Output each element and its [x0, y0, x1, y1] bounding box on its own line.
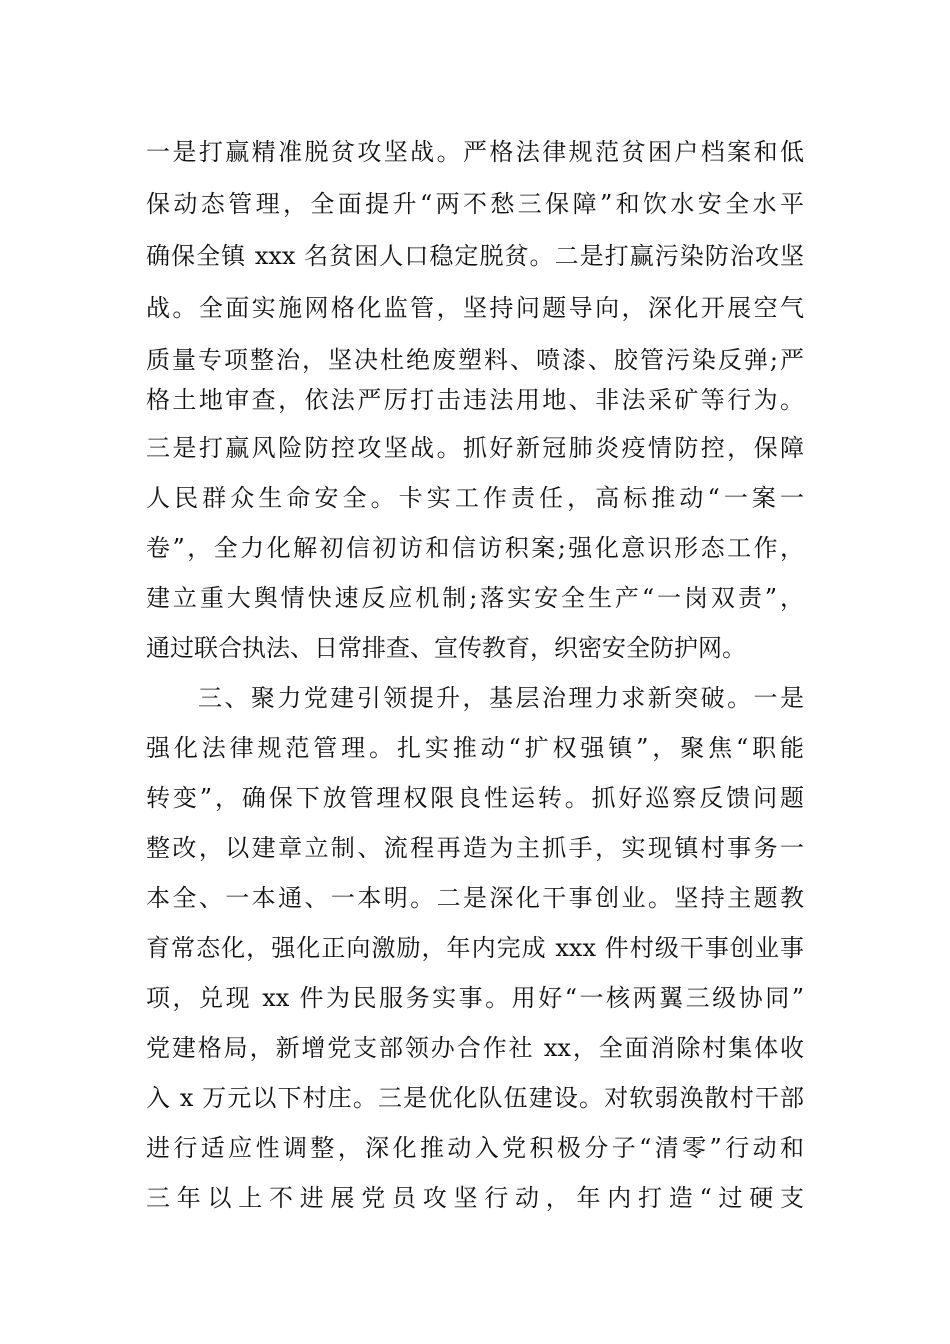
text-line: 三是打赢风险防控攻坚战。抓好新冠肺炎疫情防控，保障 [146, 434, 804, 462]
text-line: 建立重大舆情快速反应机制;落实安全生产“一岗双责”， [146, 584, 804, 612]
text-line: 三年以上不进展党员攻坚行动，年内打造“过硬支 [146, 1184, 804, 1212]
text-line: 整改，以建章立制、流程再造为主抓手，实现镇村事务一 [146, 834, 804, 862]
text-line: 一是打赢精准脱贫攻坚战。严格法律规范贫困户档案和低 [146, 138, 804, 166]
text-line: 进行适应性调整，深化推动入党积极分子“清零”行动和 [146, 1134, 804, 1162]
paragraph-heading-line: 三、聚力党建引领提升，基层治理力求新突破。一是 [198, 684, 804, 712]
text-line: 本全、一本通、一本明。二是深化干事创业。坚持主题教 [146, 884, 804, 912]
text-line: 确保全镇 xxx 名贫困人口稳定脱贫。二是打赢污染防治攻坚 [146, 242, 804, 270]
text-line: 战。全面实施网格化监管，坚持问题导向，深化开展空气 [146, 294, 804, 322]
text-line: 卷”，全力化解初信初访和信访积案;强化意识形态工作， [146, 534, 804, 562]
text-line: 质量专项整治，坚决杜绝废塑料、喷漆、胶管污染反弹;严 [146, 346, 804, 374]
text-line: 通过联合执法、日常排查、宣传教育，织密安全防护网。 [146, 634, 746, 662]
text-line: 人民群众生命安全。卡实工作责任，高标推动“一案一 [146, 484, 804, 512]
text-line: 育常态化，强化正向激励，年内完成 xxx 件村级干事创业事 [146, 934, 804, 962]
text-line: 党建格局，新增党支部领办合作社 xx，全面消除村集体收 [146, 1034, 804, 1062]
text-line: 入 x 万元以下村庄。三是优化队伍建设。对软弱涣散村干部 [146, 1084, 804, 1112]
text-line: 格土地审查，依法严厉打击违法用地、非法采矿等行为。 [146, 386, 804, 414]
text-line: 强化法律规范管理。扎实推动“扩权强镇”，聚焦“职能 [146, 734, 804, 762]
text-line: 项，兑现 xx 件为民服务实事。用好“一核两翼三级协同” [146, 984, 804, 1012]
text-line: 转变”，确保下放管理权限良性运转。抓好巡察反馈问题 [146, 784, 804, 812]
text-line: 保动态管理，全面提升“两不愁三保障”和饮水安全水平 [146, 190, 804, 218]
